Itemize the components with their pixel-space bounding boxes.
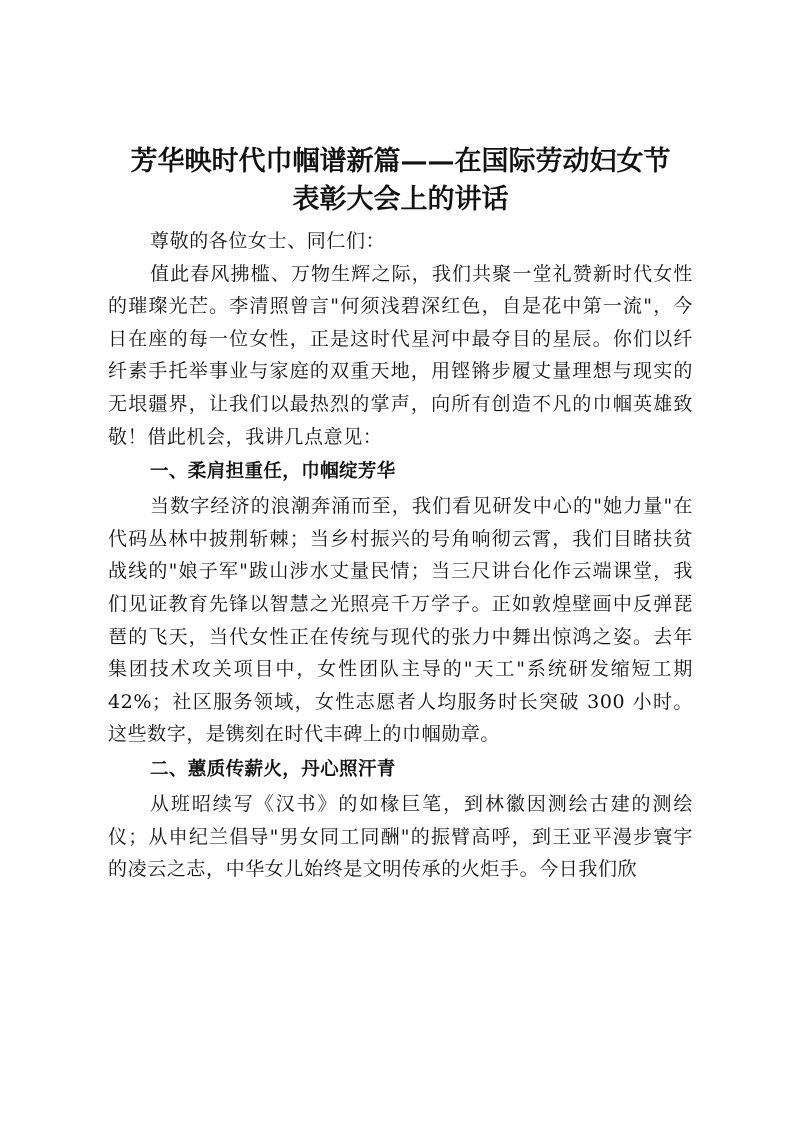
section-2-heading: 二、蕙质传薪火，丹心照汗青 [150, 758, 396, 780]
title-line-2: 表彰大会上的讲话 [292, 184, 509, 215]
section-2-paragraph: 从班昭续写《汉书》的如椽巨笔，到林徽因测绘古建的测绘仪；从申纪兰倡导"男女同工同酬"的振臂高呼，到王亚平漫步寰宇的凌云之志，中华女儿始终是文明传承的火炬手。今日我们欣 [108, 792, 693, 881]
document-title [108, 143, 693, 219]
intro-paragraph: 值此春风拂槛、万物生辉之际，我们共聚一堂礼赞新时代女性的璀璨光芒。李清照曾言"何须浅碧深红色，自是花中第一流"，今日在座的每一位女性，正是这时代星河中最夺目的星辰。你们以纤纤素手托举事业与家庭的双重天地，用铿锵步履丈量理想与现实的无垠疆界，让我们以最热烈的掌声，向所有创造不凡的巾帼英雄致敬！借此机会，我讲几点意见： [108, 262, 693, 448]
document-page [108, 143, 693, 886]
greeting-paragraph: 尊敬的各位女士、同仁们： [150, 230, 386, 252]
section-1-heading: 一、柔肩担重任，巾帼绽芳华 [150, 461, 396, 483]
title-line-1: 芳华映时代巾帼谱新篇——在国际劳动妇女节 [130, 146, 671, 177]
section-1-paragraph: 当数字经济的浪潮奔涌而至，我们看见研发中心的"她力量"在代码丛林中披荆斩棘；当乡村振兴的号角响彻云霄，我们目睹扶贫战线的"娘子军"跋山涉水丈量民情；当三尺讲台化作云端课堂，我们见证教育先锋以智慧之光照亮千万学子。正如敦煌壁画中反弹琵琶的飞天，当代女性正在传统与现代的张力中舞出惊鸿之姿。去年集团技术攻关项目中，女性团队主导的"天工"系统研发缩短工期 42%；社区服务领域，女性志愿者人均服务时长突破 300 小时。这些数字，是镌刻在时代丰碑上的巾帼勋章。 [108, 495, 693, 746]
